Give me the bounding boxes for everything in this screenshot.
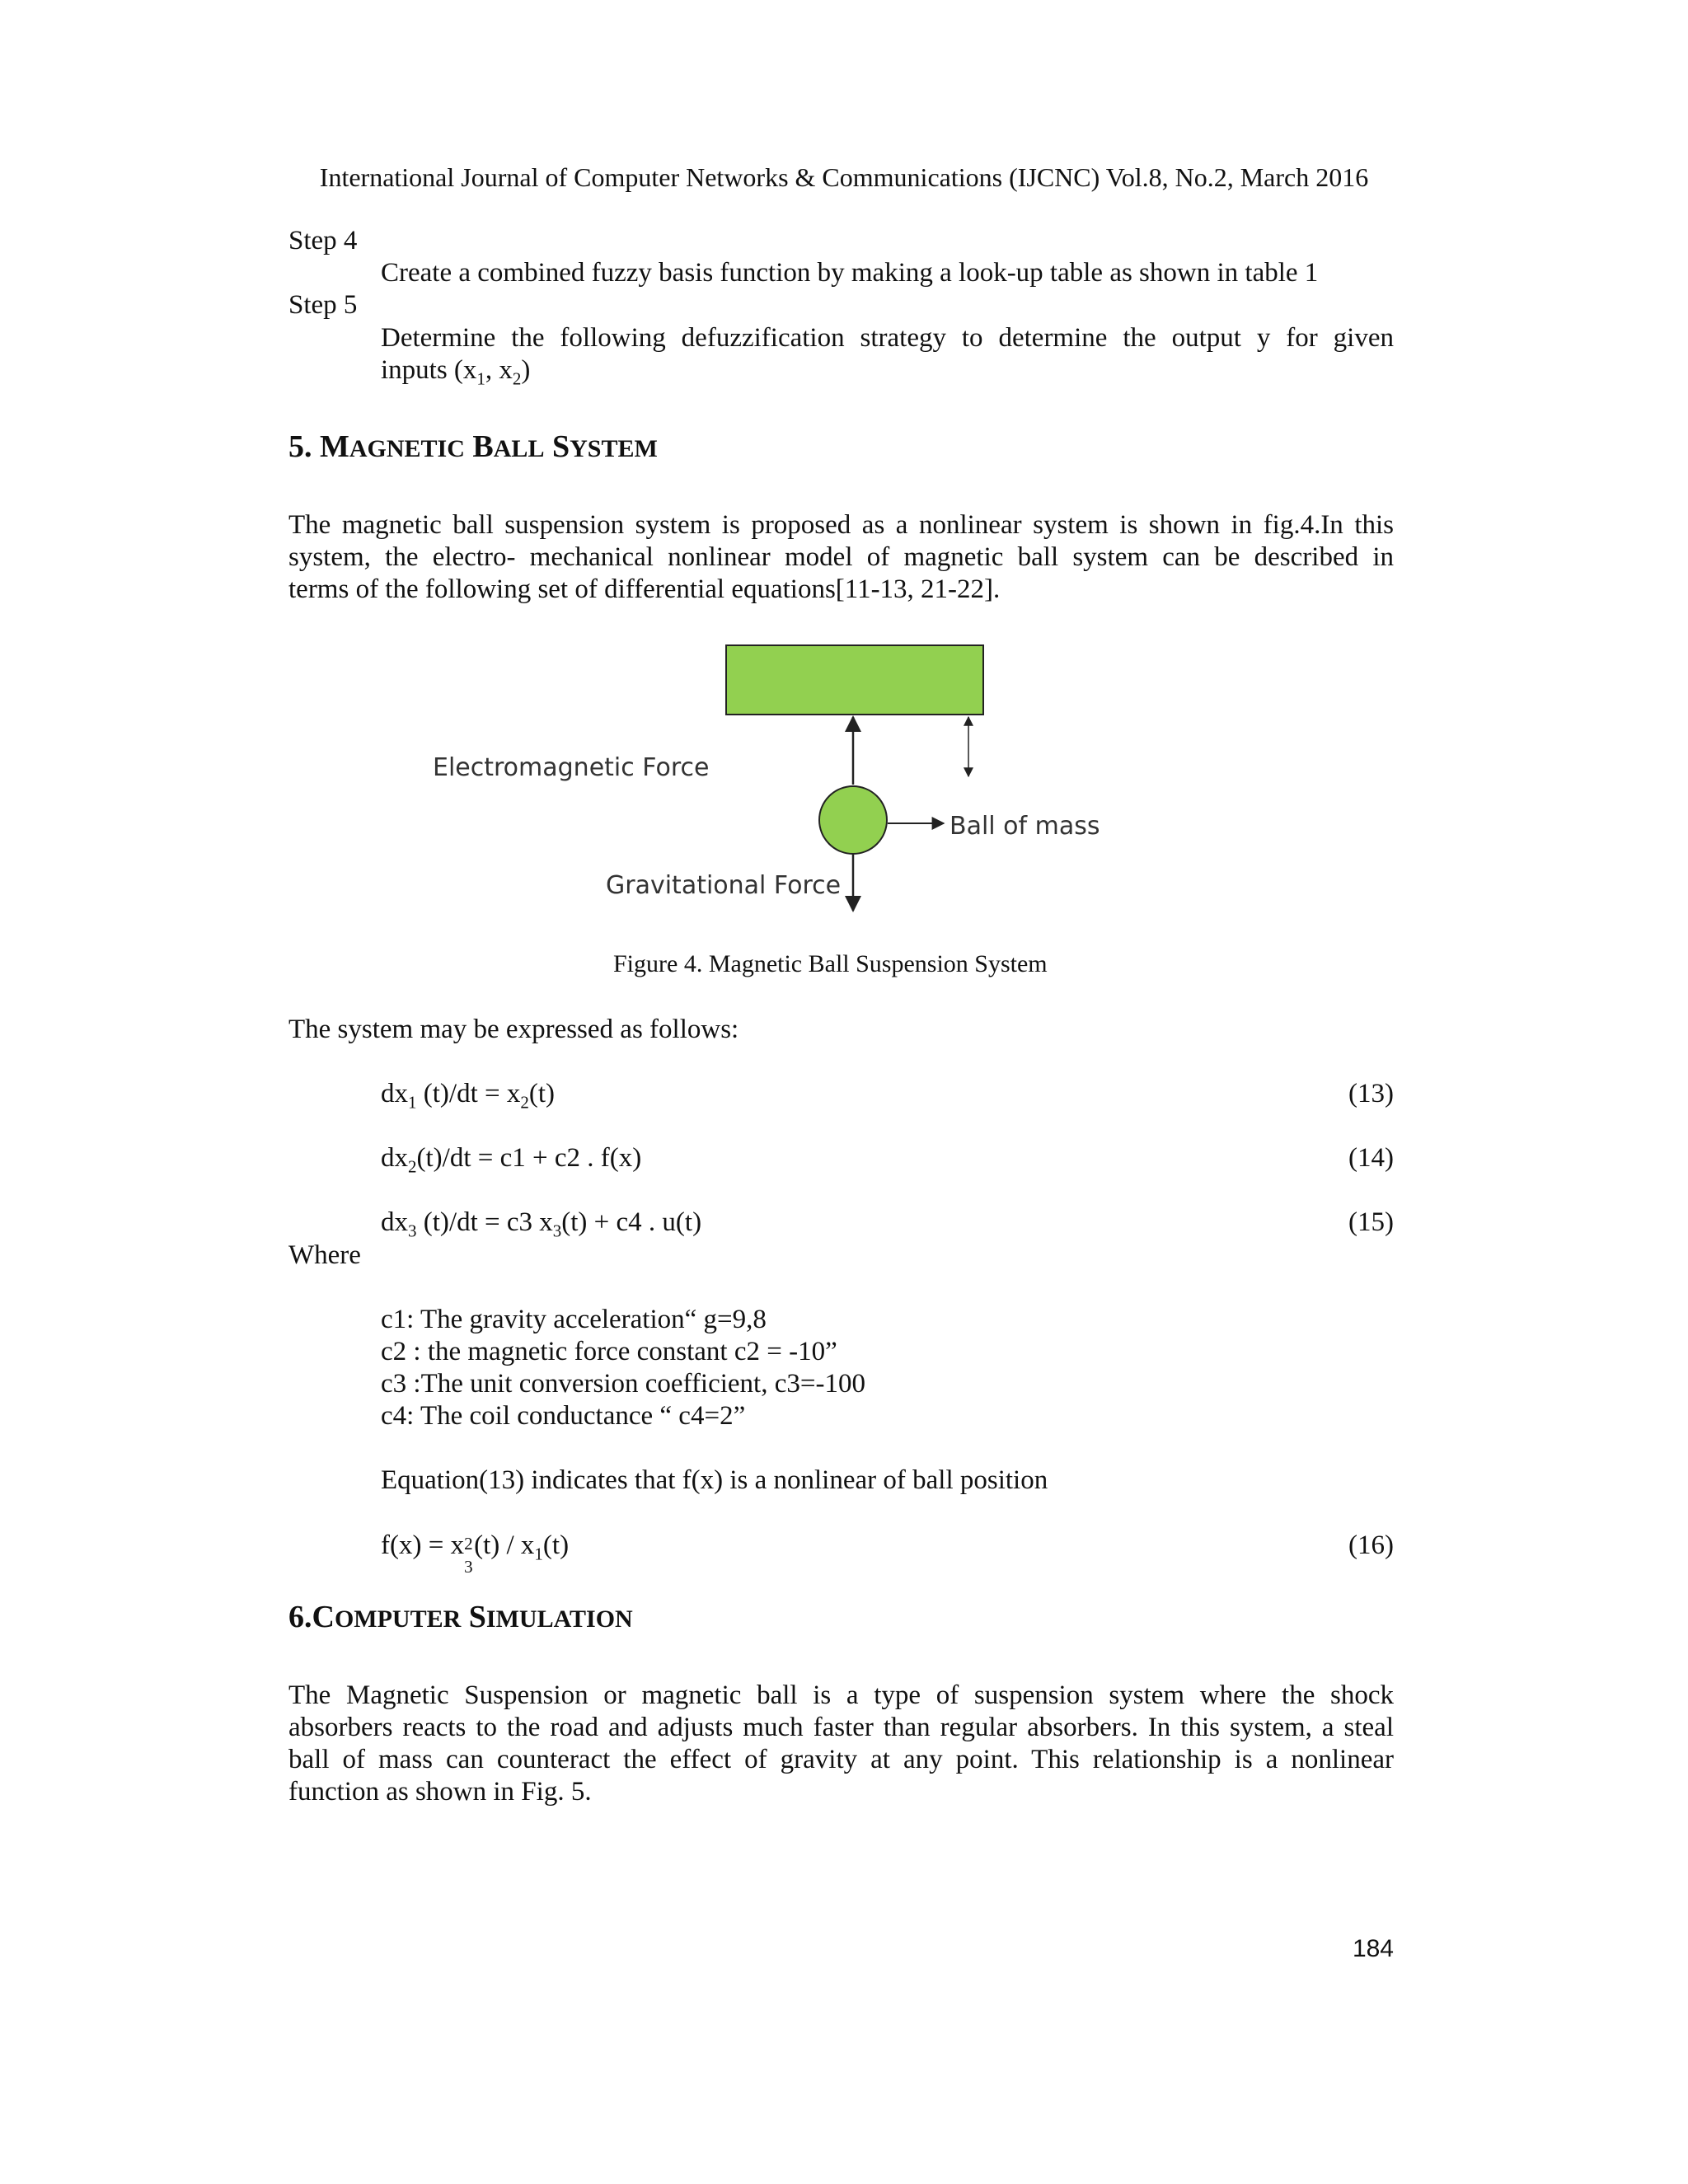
equations-intro: The system may be expressed as follows: (288, 1015, 739, 1044)
step4-text: Create a combined fuzzy basis function by making a look-up table as shown in table 1 (381, 258, 1319, 288)
step4-label: Step 4 (288, 226, 358, 255)
label-gravitational-force: Gravitational Force (606, 871, 842, 900)
magnetic-ball (819, 786, 887, 854)
section-6-para-line1: The Magnetic Suspension or magnetic ball is a type of suspension system where the shock (288, 1680, 1394, 1710)
equation-16-number: (16) (1348, 1530, 1394, 1560)
journal-header: International Journal of Computer Networks & Communications (IJCNC) Vol.8, No.2, March 2016 (319, 162, 1369, 192)
section-5-para-line2: system, the electro- mechanical nonlinear model of magnetic ball system can be described in (288, 542, 1394, 572)
step5-line2: inputs ($x_1$, $x_2$) (381, 355, 531, 389)
electromagnet-block (726, 645, 983, 715)
section-5-para-line3: terms of the following set of differential equations[11-13, 21-22]. (288, 574, 1001, 604)
equation-14-number: (14) (1348, 1143, 1394, 1173)
section-5-para-line1: The magnetic ball suspension system is proposed as a nonlinear system is shown in fig.4.In this (288, 510, 1394, 540)
figure-4-caption: Figure 4. Magnetic Ball Suspension System (613, 950, 1048, 977)
equation-13-number: (13) (1348, 1079, 1394, 1108)
section-5-heading: 5. MAGNETIC BALL SYSTEM (288, 429, 658, 464)
constant-c3: c3 :The unit conversion coefficient, c3=-100 (381, 1369, 865, 1399)
section-6-para-line3: ball of mass can counteract the effect of gravity at any point. This relationship is a nonlinear (288, 1745, 1394, 1774)
equation-15-number: (15) (1348, 1207, 1394, 1237)
step5-label: Step 5 (288, 290, 358, 320)
constant-c2: c2 : the magnetic force constant c2 = -10” (381, 1337, 837, 1366)
magnetic-ball-figure (0, 0, 1688, 940)
step5-line1: Determine the following defuzzification strategy to determine the output y for given (381, 323, 1394, 353)
section-6-para-line2: absorbers reacts to the road and adjusts much faster than regular absorbers. In this system, a steal (288, 1713, 1394, 1742)
constant-c4: c4: The coil conductance “ c4=2” (381, 1401, 746, 1431)
equation-16: f(x) = x 2 3 $(t) / x_1(t)$ (381, 1530, 570, 1577)
label-ball-of-mass: Ball of mass (950, 812, 1100, 841)
equation-note: Equation(13) indicates that f(x) is a nonlinear of ball position (381, 1465, 1048, 1495)
page-number: 184 (1352, 1935, 1394, 1962)
section-6-para-line4: function as shown in Fig. 5. (288, 1777, 592, 1807)
section-6-heading: 6.COMPUTER SIMULATION (288, 1600, 633, 1634)
label-electromagnetic-force: Electromagnetic Force (433, 753, 710, 782)
equation-15: $dx_3$ (t)/dt = c3 $x_3(t) + c4$ . u(t) (381, 1207, 702, 1241)
constant-c1: c1: The gravity acceleration“ g=9,8 (381, 1305, 767, 1334)
equation-13: $dx_1$ $(t)/dt = x_2(t)$ (381, 1079, 556, 1113)
where-label: Where (288, 1240, 361, 1270)
equation-14: $dx_2(t)/dt = c1 + c2$ . f(x) (381, 1143, 642, 1177)
